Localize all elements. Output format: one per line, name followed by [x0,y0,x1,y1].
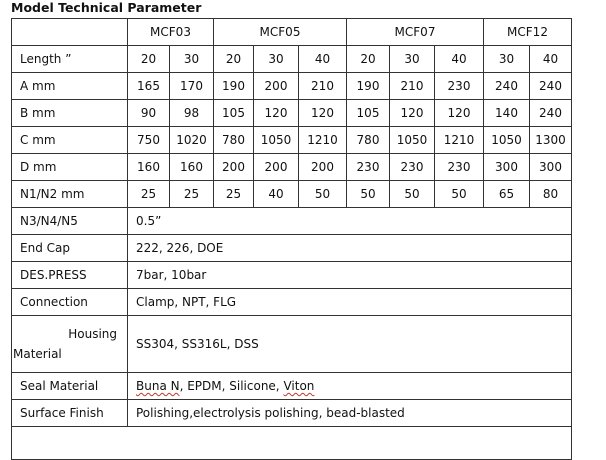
row-label: Connection [12,289,128,316]
table-cell: 240 [484,73,530,100]
model-header-cell: MCF12 [484,19,572,46]
table-cell: 200 [254,73,299,100]
model-header-row [12,19,572,46]
table-cell: 120 [435,100,484,127]
row-value: SS304, SS316L, DSS [128,316,572,373]
table-cell: 40 [530,46,572,73]
table-cell: 160 [128,154,170,181]
table-cell: 1050 [484,127,530,154]
table-cell: 120 [254,100,299,127]
table-cell: 40 [435,46,484,73]
row-label: Seal Material [12,373,128,400]
table-row [12,400,572,427]
table-cell: 240 [530,100,572,127]
table-cell: 40 [254,181,299,208]
table-cell: 50 [347,181,390,208]
table-cell: 300 [484,154,530,181]
table-cell: 20 [347,46,390,73]
table-cell: 50 [390,181,435,208]
table-cell: 20 [214,46,254,73]
table-cell: 1210 [299,127,347,154]
row-label: Length ” [12,46,128,73]
table-row [12,181,572,208]
table-cell: 20 [128,46,170,73]
row-label: N3/N4/N5 [12,208,128,235]
row-value [128,373,572,400]
row-label: Surface Finish [12,400,128,427]
table-cell: 160 [170,154,214,181]
table-cell: 40 [299,46,347,73]
row-label: A mm [12,73,128,100]
table-cell: 200 [299,154,347,181]
table-cell: 30 [390,46,435,73]
row-label: End Cap [12,235,128,262]
table-cell: 120 [390,100,435,127]
row-label: N1/N2 mm [12,181,128,208]
table-row [12,373,572,400]
table-cell: 90 [128,100,170,127]
table-row [12,235,572,262]
table-cell: 25 [128,181,170,208]
table-cell: 25 [214,181,254,208]
row-label: B mm [12,100,128,127]
row-label: D mm [12,154,128,181]
table-cell: 200 [254,154,299,181]
table-cell: 1210 [435,127,484,154]
table-cell: 30 [484,46,530,73]
table-cell: 105 [347,100,390,127]
table-cell: 98 [170,100,214,127]
row-value: 0.5” [128,208,572,235]
table-cell: 120 [299,100,347,127]
table-row [12,208,572,235]
table-cell: 190 [214,73,254,100]
row-value: Clamp, NPT, FLG [128,289,572,316]
spellcheck-word: Buna N [136,379,180,393]
table-cell: 190 [347,73,390,100]
technical-parameter-table [11,18,572,460]
page-title: Model Technical Parameter [11,0,202,15]
row-label [12,316,128,373]
table-cell: 210 [390,73,435,100]
table-cell: 230 [347,154,390,181]
table-cell: 230 [390,154,435,181]
row-value-text: , EPDM, Silicone, [179,379,284,393]
table-row [12,100,572,127]
table-cell: 780 [347,127,390,154]
row-value: Polishing,electrolysis polishing, bead-blasted [128,400,572,427]
table-cell: 25 [170,181,214,208]
row-value: 7bar, 10bar [128,262,572,289]
table-cell: 230 [435,73,484,100]
row-label: DES.PRESS [12,262,128,289]
header-corner-cell [12,19,128,46]
table-row [12,73,572,100]
table-cell: 240 [530,73,572,100]
row-label: C mm [12,127,128,154]
row-label-line: Housing [68,327,117,341]
table-cell: 230 [435,154,484,181]
table-row [12,154,572,181]
table-row [12,46,572,73]
table-cell: 65 [484,181,530,208]
table-cell: 200 [214,154,254,181]
spellcheck-word: Viton [283,379,315,393]
model-header-cell: MCF07 [347,19,484,46]
table-cell: 1050 [254,127,299,154]
table-cell: 750 [128,127,170,154]
table-cell: 300 [530,154,572,181]
table-cell: 80 [530,181,572,208]
table-row [12,262,572,289]
table-cell: 30 [254,46,299,73]
model-header-cell: MCF05 [214,19,347,46]
table-cell: 170 [170,73,214,100]
table-cell: 50 [435,181,484,208]
table-cell: 1050 [390,127,435,154]
row-value: 222, 226, DOE [128,235,572,262]
table-cell: 165 [128,73,170,100]
table-row [12,127,572,154]
table-cell: 210 [299,73,347,100]
table-cell: 780 [214,127,254,154]
table-cell: 30 [170,46,214,73]
table-cell: 1300 [530,127,572,154]
table-cell: 50 [299,181,347,208]
table-row [12,316,572,373]
row-label-line: Material [13,347,62,361]
model-header-cell: MCF03 [128,19,214,46]
table-row [12,289,572,316]
table-cell: 105 [214,100,254,127]
table-cell: 1020 [170,127,214,154]
table-cell: 140 [484,100,530,127]
